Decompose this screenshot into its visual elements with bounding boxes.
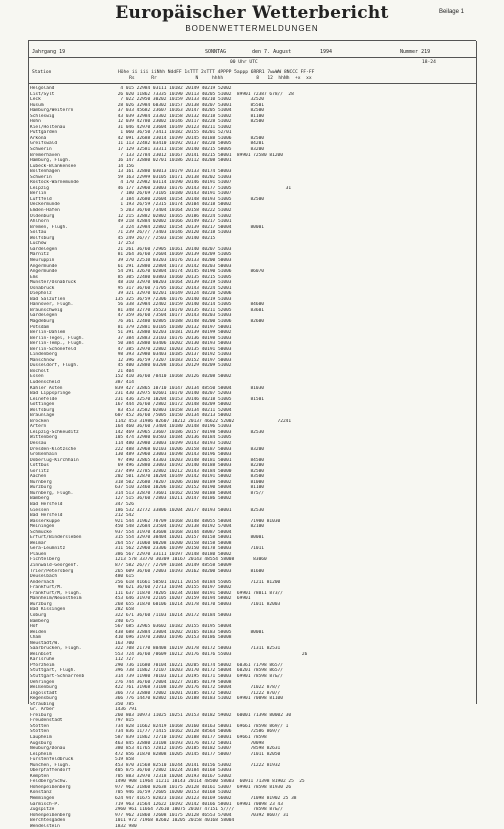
station-name: Weinbiet — [30, 651, 52, 657]
station-data: 4 170 22982 03114 10190 20146 40191 51007 — [115, 180, 232, 186]
station-data: 11 113 22482 83410 10192 20137 40220 58005 84201 — [115, 141, 265, 147]
station-name: Weimar — [30, 540, 47, 546]
station-data: 282 658 — [115, 607, 134, 613]
station-name: Nürnberg, Flugh. — [30, 490, 74, 496]
station-data: 83 453 32582 02803 10158 20134 40211 52004 — [115, 407, 232, 413]
left-border — [28, 41, 29, 704]
station-name: Greifswald — [30, 141, 58, 147]
station-name: Wasserkuppe — [30, 518, 60, 524]
station-name: Nürnberg — [30, 479, 52, 485]
station-name: Gardelegen — [30, 246, 58, 252]
station-data: 264 557 31060 00208 10200 20158 40158 58008 — [115, 540, 232, 546]
station-data: 410 696 31970 23003 10196 20153 40186 58008 — [115, 635, 232, 641]
station-name: Zugspitze — [30, 807, 55, 813]
station-name: Frankfurt/M, Flugh. — [30, 590, 82, 596]
station-data: 164 460 36/60 /3404 10180 20148 40196 51003 — [115, 424, 232, 430]
station-data: 46 177 32960 23003 10176 20143 40177 51005 31 — [115, 185, 292, 191]
station-data: 17 253 — [115, 241, 134, 247]
station-name: Straubing — [30, 701, 55, 707]
header-rule — [28, 57, 476, 58]
station-name: Plauen — [30, 551, 47, 557]
station-data: 69 496 32880 23003 10192 20140 40188 50003 82200 — [115, 463, 265, 469]
station-data: 237 499 22785 32802 10212 20143 40184 50000 82500 — [115, 468, 265, 474]
station-data: 265 609 36/60 /2003 10193 20162 40200 58003 81600 — [115, 568, 265, 574]
station-name: Meiningen — [30, 524, 55, 530]
supplement-label: Beilage 1 — [438, 9, 464, 15]
station-data: 85 305 22480 03803 10160 20135 40215 51005 — [115, 274, 232, 280]
station-name: Bad Hersfeld — [30, 513, 63, 519]
station-name: Hohn — [30, 119, 41, 125]
station-name: Erfurt/Bindersleben — [30, 535, 82, 541]
station-name: Münster/Osnabrück — [30, 280, 77, 286]
station-name: Wendelstein — [30, 823, 60, 829]
station-name: Brocken — [30, 418, 49, 424]
station-name: Essen — [30, 374, 44, 380]
station-name: Bamberg — [30, 496, 49, 502]
station-name: Stuttgart-Schnarrenb — [30, 673, 85, 679]
station-data: 50 384 32880 03406 10202 20130 40193 50003 — [115, 341, 232, 347]
station-name: Andernach — [30, 579, 55, 585]
station-name: Lübeck-Blankensee — [30, 163, 77, 169]
station-name: Ingolstadt — [30, 690, 58, 696]
station-name: Neustadt/W. — [30, 640, 60, 646]
station-name: Arkona — [30, 135, 47, 141]
station-data: 3 224 32984 22802 10154 20139 40217 50004 80001 — [115, 224, 265, 230]
code-column-subheader: Rs Rr N hhhh 8 12 hhNh +x xx — [118, 76, 312, 81]
station-name: Manschnow — [30, 357, 55, 363]
station-data: 127 515 36/60 /2803 10211 20147 40186 58002 — [115, 496, 232, 502]
station-data: 607 452 36/60 /5005 10150 20134 40213 50002 — [115, 413, 232, 419]
station-name: Bad Salzuflen — [30, 296, 66, 302]
station-data: 231 430 32975 02601 10170 20140 40207 52003 — [115, 391, 232, 397]
station-name: Schleswig — [30, 113, 55, 119]
station-data: 47 359 36/60 /3504 10177 20143 40203 51003 — [115, 313, 232, 319]
station-name: Freudenstadt — [30, 718, 63, 724]
station-name: Weißenburg — [30, 685, 58, 691]
station-data: 450 548 22684 23504 10192 20138 40192 57004 82100 — [115, 524, 265, 530]
station-data: 386 567 22970 33111 10197 20148 40180 58002 — [115, 551, 232, 557]
station-name: Stuttgart, Flugh. — [30, 668, 77, 674]
station-name: Leipzig-Schkeuditz — [30, 429, 79, 435]
station-data: 59 163 22999 03105 10171 20138 40202 51003 — [115, 174, 232, 180]
station-name: Rostock-Warnemünde — [30, 180, 79, 186]
station-data: 290 736 11680 70104 10221 20205 40174 58002 60361 71798 8657/ — [115, 662, 283, 668]
station-data: 39 321 32970 02201 10149 20124 40220 52006 — [115, 291, 232, 297]
station-name: Würzburg — [30, 601, 52, 607]
station-data: 396 738 11862 72107 10203 20170 40172 58004 60201 78598 8657/ — [115, 668, 283, 674]
station-name: Lüchow — [30, 241, 47, 247]
station-name: Giessen — [30, 507, 49, 513]
station-name: Angermünde — [30, 269, 58, 275]
station-name: Ahlhorn — [30, 219, 49, 225]
station-name: Dessau — [30, 441, 47, 446]
station-data: 39 270 22510 03203 10176 20133 40200 50003 — [115, 257, 232, 263]
station-data: 202 501 32870 10204 10149 20142 40191 58002 83500 — [115, 474, 265, 480]
station-data: 734 828 11662 82419 10168 20160 48163 58001 69661 78598 869// 1 — [115, 723, 289, 729]
station-name: Osnabrück — [30, 285, 55, 291]
station-name: Hamburg/Weiterrn — [30, 108, 74, 114]
station-data: 31 046 42970 23604 10149 20123 40211 51002 — [115, 124, 232, 130]
weekday-label: SONNTAG — [205, 49, 227, 55]
station-name: Pforzheim — [30, 662, 55, 668]
station-name: Bad Kissingen — [30, 607, 66, 613]
page-subtitle: BODENWETTERMELDUNGEN — [185, 24, 319, 33]
station-data: 142 469 32965 23607 10186 20157 40198 58003 82530 — [115, 429, 265, 435]
period-label: 18-24 — [422, 60, 436, 65]
station-name: Berlin-Dahlem — [30, 330, 66, 336]
station-data: 366 776 14470 82802 10216 20188 40183 51002 69901 70098 81100 — [115, 696, 283, 702]
jahrgang-label: Jahrgang 19 — [32, 49, 66, 55]
station-data: 37 384 32883 23103 10176 20136 40198 51003 — [115, 335, 232, 341]
station-name: Coburg — [30, 612, 47, 618]
issue-number-label: Nummer 219 — [400, 49, 431, 55]
station-name: Magdeburg — [30, 318, 55, 324]
station-data: 453 646 31970 22105 10207 20159 40194 58002 69901 — [115, 596, 251, 602]
station-data: 45 249 26/// /2503 10158 20140 40215 — [115, 235, 216, 241]
station-data: 12 039 42780 23002 10146 20117 40228 51002 82500 — [115, 119, 265, 125]
station-data: 135 325 36/59 /2306 10176 20140 40219 51003 — [115, 296, 232, 302]
table-row — [30, 824, 476, 829]
station-data: 51 391 32880 02203 10181 20139 40199 50002 — [115, 330, 232, 336]
station-data: 16 147 32880 02701 10186 20112 40208 58001 — [115, 158, 232, 164]
station-data: 43 039 32984 23302 10158 20132 40218 51002 81100 — [115, 113, 265, 119]
station-data: 3 184 32680 22604 10154 20148 40193 51005 82500 — [115, 196, 265, 202]
station-data: 61 291 32880 22804 10173 20142 40203 50003 — [115, 263, 232, 269]
station-data: 167 444 26/60 /2802 10172 20148 40209 50002 — [115, 402, 232, 408]
station-name: Boltenhagen — [30, 169, 60, 175]
station-name: Leck — [30, 97, 41, 103]
station-data: 322 671 36/60 /1103 10214 20172 40184 58003 — [115, 612, 232, 618]
station-name: Emden-Hafen — [30, 208, 60, 214]
station-name: Memmingen — [30, 796, 55, 801]
station-data: 453 870 31568 82510 10244 20141 40156 53002 71222 81932 — [115, 762, 281, 768]
station-data: 4 015 22984 03111 10182 20149 40219 52002 — [115, 86, 232, 91]
station-name: Bremen, Flugh. — [30, 224, 68, 230]
station-name: Zinnwald-Georgenf. — [30, 563, 79, 569]
station-name: Regensburg — [30, 696, 58, 702]
station-data: 49 218 42884 02002 10166 20149 40217 51001 — [115, 219, 232, 225]
station-name: Lüdenscheid — [30, 379, 60, 385]
station-table — [30, 86, 476, 829]
station-name: Karlsruhe — [30, 657, 55, 663]
station-data: 42 091 32688 23014 10199 20145 40188 51006 82500 — [115, 135, 265, 141]
right-border — [476, 41, 477, 704]
station-name: Cham — [30, 635, 41, 641]
station-data: 719 963 31564 12622 10192 20142 40166 58001 69901 70098 23 43 — [115, 801, 283, 807]
station-data: 21 261 36/60 /2905 10161 20140 40207 51003 — [115, 246, 232, 252]
station-name: Berlin-Schönefeld — [30, 346, 77, 352]
station-data: 921 544 31962 70709 10168 20148 48055 58004 71900 81030 — [115, 518, 281, 524]
station-data: 380 853 41765 72812 10195 20185 40182 53007 78598 82631 — [115, 746, 281, 752]
station-name: Leinefelde — [30, 396, 58, 402]
station-name: Gr. Arber — [30, 707, 55, 713]
station-name: Wolfsburg — [30, 235, 55, 241]
station-data: 276 744 36/60 /2004 10227 20185 40179 58008 — [115, 679, 232, 685]
station-data: 152 410 36/60 /0410 10168 20126 40208 50002 — [115, 374, 232, 380]
station-data: 12 215 32882 02802 10165 20186 40224 51002 — [115, 213, 232, 219]
station-data: 212 542 — [115, 513, 134, 519]
station-name: Dresden-Klotzsche — [30, 446, 77, 452]
station-data: 7 180 26/69 /3105 10180 20143 40191 51007 — [115, 191, 232, 197]
station-name: Schwerin — [30, 147, 52, 153]
station-data: 350 785 — [115, 701, 134, 707]
station-name: Braunlage — [30, 413, 55, 419]
station-data: 98 393 32980 03403 10185 20137 40192 51003 — [115, 352, 232, 358]
station-name: Helgoland — [30, 86, 55, 91]
top-rule — [28, 40, 476, 41]
station-name: Soltau — [30, 230, 47, 236]
station-name: Neuruppin — [30, 257, 55, 263]
station-data: 839 427 32865 10710 10147 20134 48550 58004 81030 — [115, 385, 265, 391]
station-name: Puttgarden — [30, 130, 58, 136]
station-data: 422 761 31968 73108 10239 20176 40172 58004 71022 878// — [115, 685, 281, 691]
station-data: 222 488 32968 02103 10206 20158 40187 50003 83200 — [115, 446, 265, 452]
station-data: 14 156 — [115, 163, 134, 169]
station-name: Freiburg — [30, 712, 52, 718]
station-data: 231 436 32570 10204 10153 20146 40218 51005 81501 — [115, 396, 265, 402]
station-data: 322 708 21770 80408 10219 20178 40172 58003 71311 82531 — [115, 646, 281, 652]
station-data: 1436 791 — [115, 707, 137, 713]
station-name: Luftfeld — [30, 196, 52, 202]
time-label: 00 Uhr UTC — [230, 60, 258, 65]
page-title: Europäischer Wetterbericht — [115, 3, 389, 23]
station-name: Artern — [30, 424, 47, 430]
station-data: 98 621 36/60 /2713 10194 20155 40197 58002 — [115, 585, 232, 591]
station-data: 54 291 32670 02804 10174 20145 40190 51006 86070 — [115, 269, 265, 275]
year-label: 1994 — [320, 49, 333, 55]
station-data: 81 264 36/60 /2604 10169 20139 40209 51005 — [115, 252, 232, 258]
station-name: Hamburg, Flugh. — [30, 158, 71, 164]
station-name: Potsdam — [30, 324, 49, 330]
station-data: 256 618 41661 50501 10211 20154 40184 55005 71211 81200 — [115, 579, 281, 585]
station-name: Aachen — [30, 474, 47, 480]
station-data: 405 875 36/60 /2802 10224 20184 40168 53003 — [115, 768, 232, 774]
station-name: Görlitz — [30, 468, 49, 474]
station-name: Oehringen — [30, 679, 55, 685]
station-data: 12 396 36/59 /3207 10183 20152 40197 50003 — [115, 357, 232, 363]
station-name: Bocholt — [30, 368, 49, 374]
station-data: 76 361 22480 02805 10188 20148 40200 51006 82600 — [115, 318, 265, 324]
station-data: 315 554 32970 30404 10201 20157 40158 58001 80001 — [115, 535, 265, 541]
station-name: Hohenpeißenberg — [30, 812, 71, 818]
station-name: Großenhain — [30, 452, 58, 458]
station-name: Wolfsburg — [30, 407, 55, 413]
station-data: 21 404 — [115, 368, 134, 374]
station-data: 112 727 — [115, 657, 134, 663]
station-data: 28 026 32984 60302 10157 20138 40207 53001 85501 — [115, 102, 265, 108]
station-data: 314 513 32870 73601 10162 20150 40188 58004 875// — [115, 490, 265, 496]
station-data: 17 129 32581 33311 10158 20140 40215 58005 83200 — [115, 147, 265, 153]
station-name: Konstanz — [30, 790, 52, 796]
station-name: Gera-Leumnitz — [30, 546, 66, 552]
station-name: Kahler Asten — [30, 385, 63, 391]
station-data: 1213 578 33770 30309 10167 20143 48554 58008 83060 — [115, 557, 267, 563]
station-data: 7 133 22784 23012 10167 20141 40215 58001 89901 72580 81200 — [115, 152, 283, 158]
station-data: 1 193 26/59 /2315 10174 20104 40218 50002 — [115, 202, 232, 208]
station-name: Berlin — [30, 191, 47, 197]
station-name: Berchtesgaden — [30, 818, 66, 824]
station-data: 387 414 — [115, 379, 134, 385]
station-data: 366 773 32880 72002 10201 20185 40172 58002 71222 870// — [115, 690, 281, 696]
station-data: 438 688 32884 23004 10202 20165 40183 58005 80001 — [115, 629, 265, 635]
station-data: 97 490 32865 43303 10203 20148 40181 50001 84500 — [115, 457, 265, 463]
station-name: Leipheim — [30, 751, 52, 757]
station-data: 26 020 11862 73335 10190 20113 40205 51002 89901 72387 678// 28 — [115, 91, 294, 97]
station-name: Fürstenfeldbruck — [30, 757, 74, 763]
station-data: 260 803 10973 11025 10251 20153 40182 59002 60001 71398 80002 30 — [115, 712, 292, 718]
station-data: 1142 453 31986 02607 10212 20137 46622 52002 72241 — [115, 418, 292, 424]
station-name: Schwerin — [30, 174, 52, 180]
station-data: 734 836 11/77 /1415 10162 20128 48564 50006 72586 869// — [115, 729, 281, 735]
station-name: Berlin-Tegel, Flugh. — [30, 335, 85, 341]
station-name: Bad Hersfeld — [30, 502, 63, 508]
station-data: 553 724 36/60 /0609 10212 20176 40176 55003 26 — [115, 651, 308, 657]
station-data: 240 675 — [115, 618, 134, 624]
station-name: Angermünde — [30, 263, 58, 269]
station-name: Leipzig — [30, 185, 49, 191]
station-name: Augsburg — [30, 740, 52, 746]
station-name: Husum — [30, 102, 44, 108]
station-name: Weiden — [30, 629, 47, 635]
station-data: 519 858 — [115, 757, 134, 763]
station-name: Ueckermünde — [30, 202, 60, 208]
station-data: 705 946 16/59 /2605 10200 20153 40168 51002 — [115, 790, 232, 796]
station-data: 1490 908 11964 11211 10143 20114 48500 58003 60911 71398 81902 25 25 — [115, 779, 305, 785]
station-data: 463 845 32880 23108 10193 20176 40172 58001 70098 — [115, 740, 265, 746]
station-name: Laupheim — [30, 734, 52, 740]
station-name: Deuselbach — [30, 574, 58, 580]
station-name: Göttingen — [30, 402, 55, 408]
station-name: Saarbrücken, Flugh. — [30, 646, 82, 652]
station-name: List/Sylt — [30, 91, 55, 97]
station-data: 130 489 32960 23003 10198 20143 40196 50003 — [115, 452, 232, 458]
station-name: Hohenpeißenberg — [30, 784, 71, 790]
station-name: Hof — [30, 624, 39, 630]
station-name: Cottbus — [30, 463, 49, 469]
station-name: München, Flugh. — [30, 762, 71, 768]
station-data: 268 655 31870 60106 10214 20178 40170 50003 71011 82003 — [115, 601, 281, 607]
station-data: 186 532 32772 33806 10204 20177 40193 58001 82530 — [115, 507, 265, 513]
station-data: 480 615 — [115, 574, 134, 580]
station-name: Düsseldorf, Flugh. — [30, 363, 79, 369]
station-name: Schmücke — [30, 529, 52, 535]
station-data: 314 739 11980 70103 10213 20195 40171 58003 69901 78598 87&// — [115, 673, 283, 679]
station-data: 937 554 31970 43608 10168 20144 48087 58004 — [115, 529, 232, 535]
station-data: 797 815 — [115, 718, 134, 724]
code-column-header: Höhe ii iii iiNhh NddFF 1sTTT 2sTTT 4PPPP 5appp 6RRR1 7wwWW 8NCCC FF-FF — [118, 70, 315, 75]
station-name: Kempten — [30, 773, 49, 779]
station-data: 56 338 32984 22402 10159 20140 40214 51005 84600 — [115, 302, 265, 308]
station-name: Garmisch-P. — [30, 801, 60, 807]
station-name: Hannover, Flugh. — [30, 302, 74, 308]
station-data: 1832 980 — [115, 823, 137, 829]
station-data: 5 203 36/60 /3404 10164 20158 40222 51002 — [115, 208, 232, 214]
station-data: 705 883 32970 72318 10204 20193 40167 53002 — [115, 773, 232, 779]
station-data: 1 060 36/50 /3411 10182 20155 40201 52/01 — [115, 130, 232, 136]
station-name: Marnitz — [30, 252, 49, 258]
station-name: Braunschweig — [30, 307, 63, 313]
station-name: Kiel/Holtenau — [30, 124, 66, 130]
station-name: Mannheim/Neuostheim — [30, 596, 82, 602]
station-data: 81 379 22881 03105 10180 20132 40197 50001 — [115, 324, 232, 330]
station-name: Fichtelberg — [30, 557, 60, 563]
station-data: 37 033 45682 23607 10163 20147 40205 51004 82500 — [115, 108, 265, 114]
station-data: 48 310 32970 00203 10164 20139 40219 51003 — [115, 280, 232, 286]
station-name: Frankfurt/M. — [30, 585, 63, 591]
station-data: 624 947 41675 82823 10183 20123 40169 56002 71098 81902 25 38 — [115, 796, 297, 801]
station-data: 637 510 32460 10206 10182 20152 40190 58004 81100 — [115, 485, 265, 491]
station-data: 81 348 32770 35523 10170 20135 40211 52005 83601 — [115, 307, 265, 313]
station-name: Trier/Petersberg — [30, 568, 74, 574]
station-data: 587 839 11862 72710 10192 20188 40177 58001 69661 78598 — [115, 734, 267, 740]
station-data: 13 161 32880 03013 10179 20133 40174 58003 — [115, 169, 232, 175]
station-name: Doberlug-Kirchhain — [30, 457, 79, 463]
station-name: Bremerhaven — [30, 152, 60, 158]
station-name: Neuburg/Donau — [30, 746, 66, 752]
station-name: Lindenberg — [30, 352, 58, 358]
station-data: 977 962 31860 82638 10175 20128 40161 53007 69901 78598 81930 26 — [115, 784, 292, 790]
station-data: 105 474 32980 03503 10184 20136 40184 51005 — [115, 435, 232, 441]
station-name: Oldenburg — [30, 213, 55, 219]
station-name: Gardelegen — [30, 313, 58, 319]
station-data: 111 637 11870 70205 10234 20168 40191 50002 69901 78011 873// — [115, 590, 283, 596]
station-column-header: Station — [32, 70, 52, 75]
station-name: Stötten — [30, 729, 49, 735]
station-data: 47 385 32970 22802 10203 20135 40191 50003 — [115, 346, 232, 352]
station-name: Stötten — [30, 723, 49, 729]
station-data: 318 502 22680 70207 10206 20160 40189 58002 81000 — [115, 479, 265, 485]
station-name: Diepholz — [30, 291, 52, 297]
column-header-rule — [28, 83, 476, 84]
station-data: 472 856 31870 82808 10205 20145 40177 50007 71011 82050 — [115, 751, 281, 757]
station-data: 311 562 22960 23306 10199 20150 40178 58003 71011 — [115, 546, 265, 552]
station-data: 977 962 31860 72608 10175 20128 46553 57004 70392 8607/ 31 — [115, 812, 289, 818]
station-name: Bad Lippspringe — [30, 391, 71, 397]
station-name: Wittenberg — [30, 435, 58, 441]
date-label: den 7. August — [252, 49, 292, 55]
station-data: 1011 972 71968 82602 10205 20158 40168 58004 — [115, 818, 235, 824]
station-data: 71 239 26/// /3403 10146 20120 40218 51003 — [115, 230, 232, 236]
station-name: Ems — [30, 274, 39, 280]
station-name: Oberpfaffendorf — [30, 768, 71, 774]
station-data: 45 400 32880 03208 10163 20129 40209 51002 — [115, 363, 232, 369]
station-name: Feldberg/Schw. — [30, 779, 68, 785]
station-data: 114 480 32980 23003 10199 20143 40193 51002 — [115, 441, 232, 446]
station-name: Würzburg — [30, 485, 52, 491]
station-data: 7 022 22950 30202 10159 20133 40210 51002 32520 — [115, 97, 265, 103]
station-data: 877 582 26/// /2709 10184 20149 48558 58009 — [115, 563, 232, 569]
station-data: 2960 961 11664 72610 10075 20107 47151 5//// 78598 87&// — [115, 807, 283, 813]
station-data: 163 700 — [115, 640, 134, 646]
station-name: Berlin-Temp., Flugh. — [30, 341, 85, 347]
station-data: 95 317 36/60 /1705 10162 20143 40224 52001 — [115, 285, 232, 291]
station-data: 347 526 — [115, 502, 134, 508]
station-data: 567 685 32965 03602 10182 20155 40195 58004 — [115, 624, 232, 630]
station-name: Bamberg — [30, 618, 49, 624]
